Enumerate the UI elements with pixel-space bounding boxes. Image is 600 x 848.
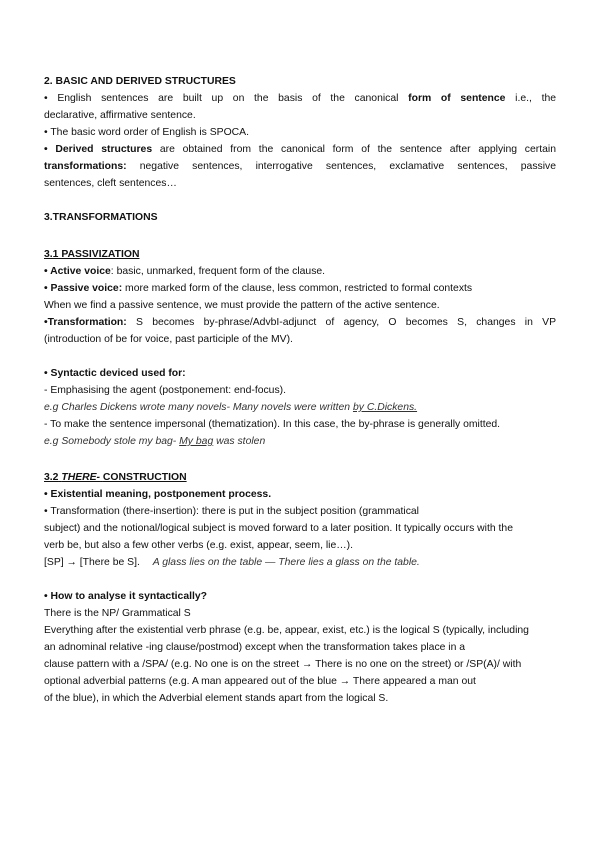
passive-voice-line: • Passive voice: more marked form of the clause, less common, restricted to formal contexts — [44, 283, 473, 294]
there-transformation-line2: subject) and the notional/logical subject is moved forward to a later position. It typically occurs with the — [44, 523, 513, 534]
analyse-heading: • How to analyse it syntactically? — [44, 591, 208, 602]
explanation-line3: clause pattern with a /SPA/ (e.g. No one is on the street → There is no one on the street) or /SP(A)/ with — [44, 659, 522, 670]
there-transformation-line3: verb be, but also a few other verbs (e.g. exist, appear, seem, lie…). — [44, 540, 353, 551]
active-voice-line: • Active voice: basic, unmarked, frequent form of the clause. — [44, 266, 326, 277]
paragraph-canonical-form: • English sentences are built up on the basis of the canonical form of sentence i.e., the — [44, 93, 557, 104]
section-3-2-heading: 3.2 THERE- CONSTRUCTION — [44, 472, 187, 483]
existential-meaning-line: • Existential meaning, postponement process. — [44, 489, 272, 500]
paragraph-derived-structures: • Derived structures are obtained from the canonical form of the sentence after applying certain — [44, 144, 556, 155]
section-2-heading: 2. BASIC AND DERIVED STRUCTURES — [44, 76, 236, 87]
explanation-line5: of the blue), in which the Adverbial element stands apart from the logical S. — [44, 693, 389, 704]
passive-pattern-line: When we find a passive sentence, we must provide the pattern of the active sentence. — [44, 300, 440, 311]
explanation-line2: an adnominal relative -ing clause/postmod) except when the transformation takes place in a — [44, 642, 466, 653]
paragraph-derived-structures-line2: transformations: negative sentences, interrogative sentences, exclamative sentences, passive — [44, 161, 557, 172]
there-transformation-line1: • Transformation (there-insertion): there is put in the subject position (grammatical — [44, 506, 419, 517]
np-line: There is the NP/ Grammatical S — [44, 608, 191, 619]
transformation-line: •Transformation: S becomes by-phrase/AdvbI-adjunct of agency, O becomes S, changes in VP — [44, 317, 557, 328]
paragraph-canonical-form-cont: declarative, affirmative sentence. — [44, 110, 196, 121]
syntactic-item-impersonal: - To make the sentence impersonal (thematization). In this case, the by-phrase is generally omitted. — [44, 419, 501, 430]
explanation-line1: Everything after the existential verb phrase (e.g. be, appear, exist, etc.) is the logical S (typically, including — [44, 625, 529, 636]
section-3-1-heading: 3.1 PASSIVIZATION — [44, 249, 140, 260]
syntactic-item-emphasis: - Emphasising the agent (postponement: end-focus). — [44, 385, 287, 396]
paragraph-spoca: • The basic word order of English is SPOCA. — [44, 127, 249, 138]
example-bag: e.g Somebody stole my bag- My bag was stolen — [44, 436, 266, 447]
there-rule-line: [SP] → [There be S]. A glass lies on the table — There lies a glass on the table. — [44, 557, 420, 568]
explanation-line4: optional adverbial patterns (e.g. A man appeared out of the blue → There appeared a man out — [44, 676, 476, 687]
transformation-line-cont: (introduction of be for voice, past participle of the MV). — [44, 334, 293, 345]
paragraph-derived-structures-line3: sentences, cleft sentences… — [44, 178, 177, 189]
section-3-heading: 3.TRANSFORMATIONS — [44, 212, 158, 223]
syntactic-devices-heading: • Syntactic deviced used for: — [44, 368, 186, 379]
example-dickens: e.g Charles Dickens wrote many novels- Many novels were written by C.Dickens. — [44, 402, 418, 413]
